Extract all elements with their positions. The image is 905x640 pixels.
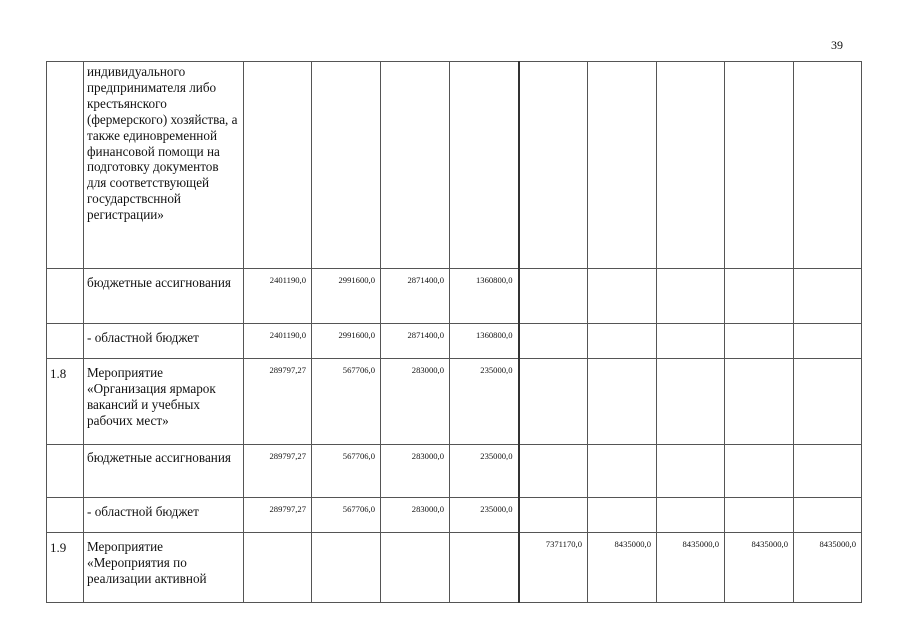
value-cell: 2401190,0 [244,269,312,324]
value-cell [725,445,794,498]
value-cell [725,269,794,324]
row-number [47,445,84,498]
table-row [47,498,862,533]
value-cell: 567706,0 [312,445,381,498]
value-cell [657,359,725,445]
table-row [47,62,862,269]
value-cell [794,445,862,498]
value-cell: 8435000,0 [725,533,794,603]
table-row [47,533,862,603]
value-cell [588,324,657,359]
value-cell: 2871400,0 [381,324,450,359]
value-cell: 289797,27 [244,359,312,445]
value-cell: 283000,0 [381,498,450,533]
value-cell: 2991600,0 [312,269,381,324]
value-cell: 283000,0 [381,445,450,498]
value-cell [519,62,588,269]
value-cell: 289797,27 [244,498,312,533]
value-cell [794,498,862,533]
row-description: Мероприятие «Мероприятия по реализации активной [84,533,244,603]
value-cell: 567706,0 [312,359,381,445]
value-cell [519,498,588,533]
table-row [47,269,862,324]
value-cell: 8435000,0 [657,533,725,603]
table-row [47,324,862,359]
table-row [47,359,862,445]
value-cell [794,359,862,445]
value-cell [519,445,588,498]
value-cell: 235000,0 [450,359,519,445]
row-number: 1.9 [47,533,84,603]
value-cell [657,62,725,269]
value-cell [794,269,862,324]
value-cell [381,533,450,603]
value-cell [588,269,657,324]
value-cell [381,62,450,269]
row-description: - областной бюджет [84,324,244,359]
value-cell [450,533,519,603]
value-cell [519,324,588,359]
value-cell: 283000,0 [381,359,450,445]
table-row [47,445,862,498]
value-cell [312,62,381,269]
value-cell: 235000,0 [450,445,519,498]
value-cell [657,498,725,533]
row-description: Мероприятие «Организация ярмарок вакансий и учебных рабочих мест» [84,359,244,445]
row-number [47,498,84,533]
budget-table [46,61,862,603]
value-cell: 1360800,0 [450,324,519,359]
value-cell: 1360800,0 [450,269,519,324]
value-cell [588,445,657,498]
value-cell: 8435000,0 [794,533,862,603]
value-cell [519,359,588,445]
value-cell [588,62,657,269]
value-cell [725,498,794,533]
value-cell [657,324,725,359]
row-description: бюджетные ассигнования [84,445,244,498]
row-description: индивидуального предпринимателя либо крестьянского (фермерского) хозяйства, а также единовременной финансовой помощи на подготовку документов для соответствующей государствснной регистрации» [84,62,244,269]
value-cell [657,269,725,324]
row-number [47,324,84,359]
value-cell: 567706,0 [312,498,381,533]
value-cell [794,324,862,359]
value-cell: 7371170,0 [519,533,588,603]
value-cell: 2871400,0 [381,269,450,324]
row-description: - областной бюджет [84,498,244,533]
value-cell [725,324,794,359]
value-cell [312,533,381,603]
row-description: бюджетные ассигнования [84,269,244,324]
row-number: 1.8 [47,359,84,445]
value-cell [725,359,794,445]
value-cell [657,445,725,498]
value-cell [519,269,588,324]
value-cell: 235000,0 [450,498,519,533]
value-cell: 2991600,0 [312,324,381,359]
value-cell [588,498,657,533]
value-cell [725,62,794,269]
value-cell: 289797,27 [244,445,312,498]
value-cell [244,533,312,603]
value-cell: 2401190,0 [244,324,312,359]
value-cell [588,359,657,445]
page-number: 39 [831,38,843,52]
value-cell [450,62,519,269]
row-number [47,269,84,324]
row-number [47,62,84,269]
value-cell: 8435000,0 [588,533,657,603]
value-cell [794,62,862,269]
value-cell [244,62,312,269]
